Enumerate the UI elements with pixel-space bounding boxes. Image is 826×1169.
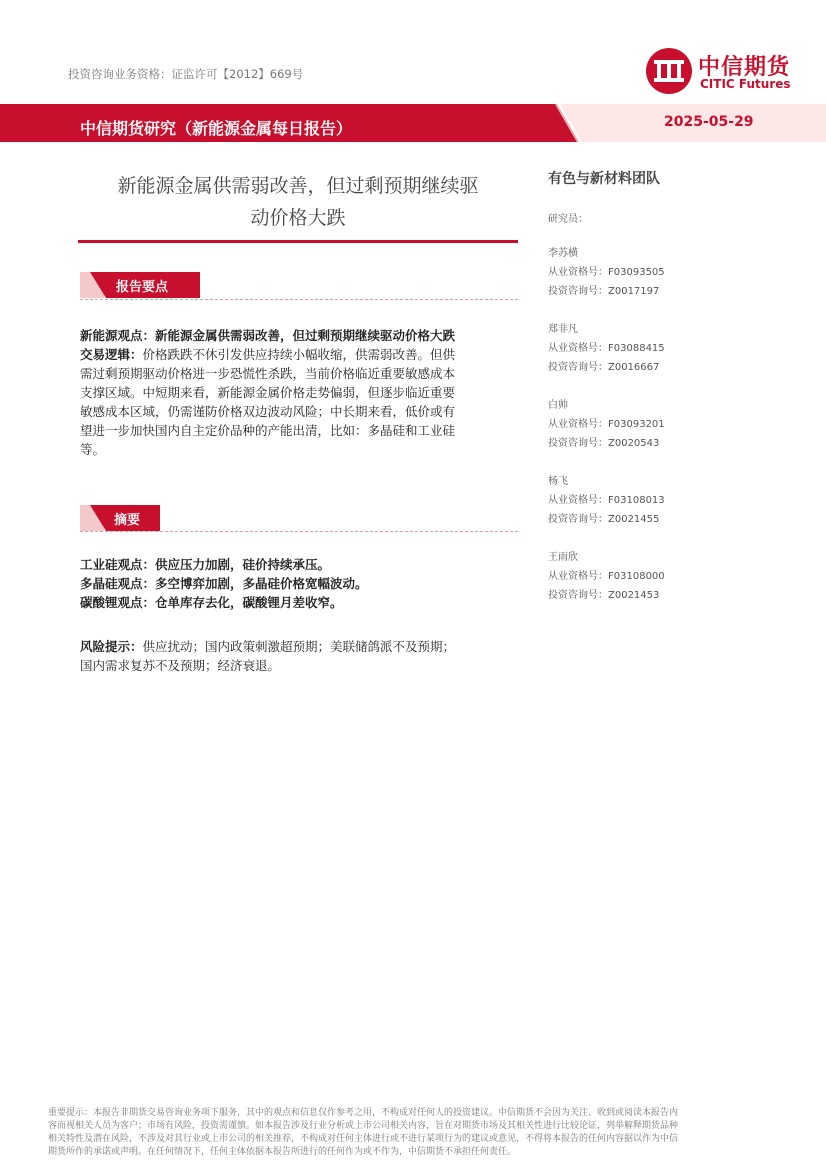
section-label-summary: 摘要 bbox=[114, 513, 141, 528]
analyst-advisory-id: 投资咨询号：Z0021455 bbox=[548, 514, 660, 525]
analyst-advisory-id: 投资咨询号：Z0021453 bbox=[548, 590, 660, 601]
analyst-name: 李苏横 bbox=[548, 248, 578, 259]
analyst-qualification: 从业资格号：F03093201 bbox=[548, 419, 665, 430]
analyst-card bbox=[548, 548, 665, 605]
analyst-advisory-id: 投资咨询号：Z0017197 bbox=[548, 286, 660, 297]
risk-text-1: 供应扰动；国内政策刺激超预期；美联储鸽派不及预期； bbox=[142, 639, 456, 654]
logic-text-5: 望进一步加快国内自主定价品种的产能出清，比如：多晶硅和工业硅 bbox=[80, 423, 456, 438]
logo-text-cn: 中信期货 bbox=[698, 55, 791, 80]
view-label: 新能源观点： bbox=[80, 328, 156, 343]
analyst-name: 郑非凡 bbox=[548, 324, 578, 335]
logo-text-en: CITIC Futures bbox=[700, 77, 791, 91]
analyst-qualification: 从业资格号：F03093505 bbox=[548, 267, 665, 278]
analyst-qualification: 从业资格号：F03108013 bbox=[548, 495, 665, 506]
analyst-card bbox=[548, 244, 665, 301]
summary-item-text: 供应压力加剧，硅价持续承压。 bbox=[155, 557, 331, 572]
team-name: 有色与新材料团队 bbox=[548, 171, 660, 187]
analyst-qualification: 从业资格号：F03088415 bbox=[548, 343, 665, 354]
logic-text-2: 需过剩预期驱动价格进一步恐慌性杀跌，当前价格临近重要敏感成本 bbox=[80, 366, 456, 381]
report-title bbox=[78, 170, 518, 234]
summary-item bbox=[80, 555, 518, 574]
risk-line-1 bbox=[80, 637, 518, 656]
logic-text-6: 等。 bbox=[80, 442, 106, 457]
disclaimer-line-4: 期货所作的承诺或声明。在任何情况下，任何主体依据本报告所进行的任何作为或不作为，中信期货不承担任何责任。 bbox=[48, 1147, 517, 1157]
risk-label: 风险提示： bbox=[80, 639, 143, 654]
analyst-card bbox=[548, 472, 665, 529]
analyst-name: 白帅 bbox=[548, 400, 568, 411]
section-label-key-points: 报告要点 bbox=[116, 280, 169, 295]
summary-body bbox=[80, 555, 518, 612]
analyst-name: 王雨欣 bbox=[548, 552, 578, 563]
logic-text-3: 支撑区域。中短期来看，新能源金属价格走势偏弱，但逐步临近重要 bbox=[80, 385, 456, 400]
banner-title: 中信期货研究（新能源金属每日报告） bbox=[80, 119, 353, 138]
disclaimer-line-2: 容而视相关人员为客户；市场有风险，投资需谨慎。如本报告涉及行业分析或上市公司相关内容，旨在对期货市场及其相关性进行比较论证，列举解释期货品种 bbox=[48, 1121, 679, 1131]
report-title-line2: 动价格大跌 bbox=[250, 207, 346, 229]
report-title-line1: 新能源金属供需弱改善，但过剩预期继续驱 bbox=[117, 175, 479, 197]
analyst-advisory-id: 投资咨询号：Z0016667 bbox=[548, 362, 660, 373]
summary-item bbox=[80, 593, 518, 612]
logic-line-1 bbox=[80, 345, 518, 364]
disclaimer-line-1: 重要提示：本报告非期货交易咨询业务项下服务，其中的观点和信息仅作参考之用，不构成对任何人的投资建议。中信期货不会因为关注、收到或阅读本报告内 bbox=[48, 1108, 679, 1118]
analyst-card bbox=[548, 320, 665, 377]
analyst-advisory-id: 投资咨询号：Z0020543 bbox=[548, 438, 660, 449]
key-points-body bbox=[80, 326, 518, 459]
summary-item-text: 仓单库存去化，碳酸锂月差收窄。 bbox=[155, 595, 343, 610]
analyst-card bbox=[548, 396, 665, 453]
disclaimer-line-3: 相关特性及潜在风险，不涉及对其行业或上市公司的相关推荐，不构成对任何主体进行或不进行某项行为的建议或意见，不得将本报告的任何内容据以作为中信 bbox=[48, 1134, 679, 1144]
summary-item-name: 工业硅观点： bbox=[80, 557, 156, 572]
summary-item-text: 多空博弈加剧，多晶硅价格宽幅波动。 bbox=[155, 576, 368, 591]
view-line bbox=[80, 326, 518, 345]
analyst-name: 杨飞 bbox=[548, 476, 568, 487]
risk-text-2: 国内需求复苏不及预期；经济衰退。 bbox=[80, 658, 281, 673]
logic-text-1: 价格跌跌不休引发供应持续小幅收缩，供需弱改善。但供 bbox=[142, 347, 456, 362]
section-divider bbox=[80, 531, 518, 532]
risk-body bbox=[80, 637, 518, 675]
license-text: 投资咨询业务资格：证监许可【2012】669号 bbox=[68, 67, 304, 81]
view-text: 新能源金属供需弱改善，但过剩预期继续驱动价格大跌 bbox=[155, 328, 456, 343]
citic-logo-icon bbox=[644, 46, 694, 96]
analyst-qualification: 从业资格号：F03108000 bbox=[548, 571, 665, 582]
summary-item bbox=[80, 574, 518, 593]
title-rule bbox=[78, 240, 518, 243]
logic-label: 交易逻辑： bbox=[80, 347, 143, 362]
disclaimer bbox=[48, 1107, 780, 1159]
report-date: 2025-05-29 bbox=[664, 114, 754, 130]
logic-text-4: 敏感成本区域，仍需谨防价格双边波动风险；中长期来看，低价或有 bbox=[80, 404, 456, 419]
section-divider bbox=[80, 299, 518, 300]
researchers-label: 研究员： bbox=[548, 214, 588, 225]
summary-item-name: 多晶硅观点： bbox=[80, 576, 156, 591]
summary-item-name: 碳酸锂观点： bbox=[80, 595, 156, 610]
